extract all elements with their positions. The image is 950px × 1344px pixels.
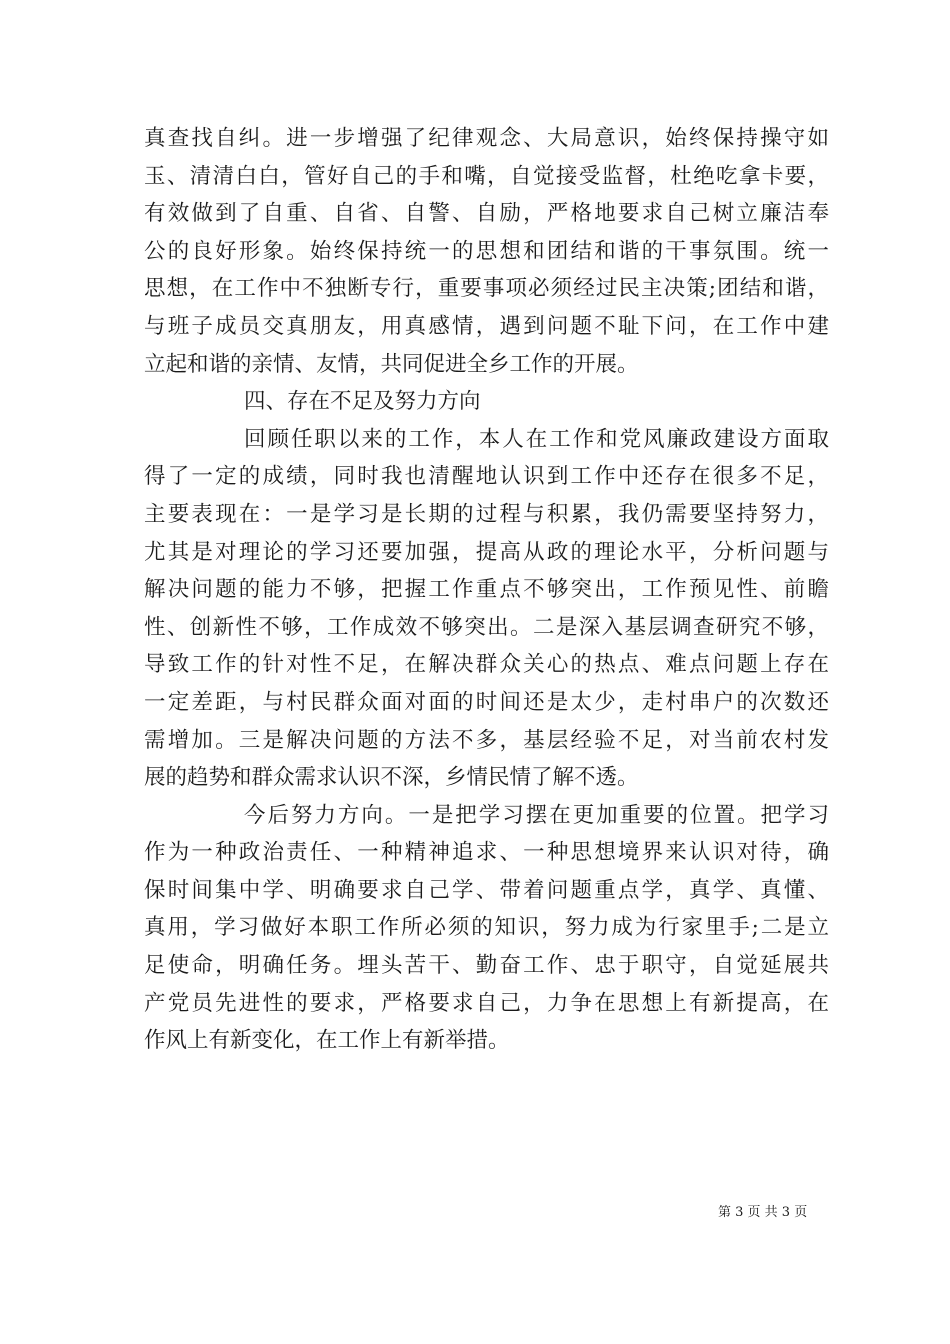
text-line: 需增加。三是解决问题的方法不多，基层经验不足，对当前农村发 bbox=[144, 727, 829, 753]
text-line: 一定差距，与村民群众面对面的时间还是太少，走村串户的次数还 bbox=[144, 689, 829, 715]
paragraph-1 bbox=[144, 120, 829, 383]
text-line: 今后努力方向。一是把学习摆在更加重要的位置。把学习 bbox=[244, 802, 829, 828]
text-line: 公的良好形象。始终保持统一的思想和团结和谐的干事氛围。统一 bbox=[144, 238, 829, 264]
text-line: 足使命，明确任务。埋头苦干、勤奋工作、忠于职守，自觉延展共 bbox=[144, 953, 829, 979]
text-line: 玉、清清白白，管好自己的手和嘴，自觉接受监督，杜绝吃拿卡要， bbox=[144, 163, 829, 189]
text-line: 保时间集中学、明确要求自己学、带着问题重点学，真学、真懂、 bbox=[144, 877, 829, 903]
text-line: 立起和谐的亲情、友情，共同促进全乡工作的开展。 bbox=[144, 351, 639, 377]
paragraph-3 bbox=[144, 797, 829, 1060]
page-number: 第 3 页 共 3 页 bbox=[718, 1205, 808, 1220]
section-heading: 四、存在不足及努力方向 bbox=[244, 389, 481, 415]
text-line: 尤其是对理论的学习还要加强，提高从政的理论水平，分析问题与 bbox=[144, 539, 829, 565]
text-line: 回顾任职以来的工作，本人在工作和党风廉政建设方面取 bbox=[244, 426, 829, 452]
text-line: 主要表现在：一是学习是长期的过程与积累，我仍需要坚持努力， bbox=[144, 501, 829, 527]
text-line: 作为一种政治责任、一种精神追求、一种思想境界来认识对待，确 bbox=[144, 840, 829, 866]
paragraph-2 bbox=[144, 421, 829, 797]
text-line: 与班子成员交真朋友，用真感情，遇到问题不耻下问，在工作中建 bbox=[144, 313, 829, 339]
text-line: 解决问题的能力不够，把握工作重点不够突出，工作预见性、前瞻 bbox=[144, 577, 829, 603]
text-line: 有效做到了自重、自省、自警、自励，严格地要求自己树立廉洁奉 bbox=[144, 201, 829, 227]
text-line: 得了一定的成绩，同时我也清醒地认识到工作中还存在很多不足， bbox=[144, 464, 829, 490]
text-line: 真用，学习做好本职工作所必须的知识，努力成为行家里手;二是立 bbox=[144, 915, 829, 941]
text-line: 产党员先进性的要求，严格要求自己，力争在思想上有新提高，在 bbox=[144, 990, 829, 1016]
text-line: 导致工作的针对性不足，在解决群众关心的热点、难点问题上存在 bbox=[144, 652, 829, 678]
text-line: 性、创新性不够，工作成效不够突出。二是深入基层调查研究不够， bbox=[144, 614, 829, 640]
text-line: 作风上有新变化，在工作上有新举措。 bbox=[144, 1028, 510, 1054]
text-line: 真查找自纠。进一步增强了纪律观念、大局意识，始终保持操守如 bbox=[144, 126, 829, 151]
text-line: 思想，在工作中不独断专行，重要事项必须经过民主决策;团结和谐， bbox=[144, 276, 829, 302]
text-line: 展的趋势和群众需求认识不深，乡情民情了解不透。 bbox=[144, 765, 639, 791]
body-text bbox=[144, 120, 829, 1060]
